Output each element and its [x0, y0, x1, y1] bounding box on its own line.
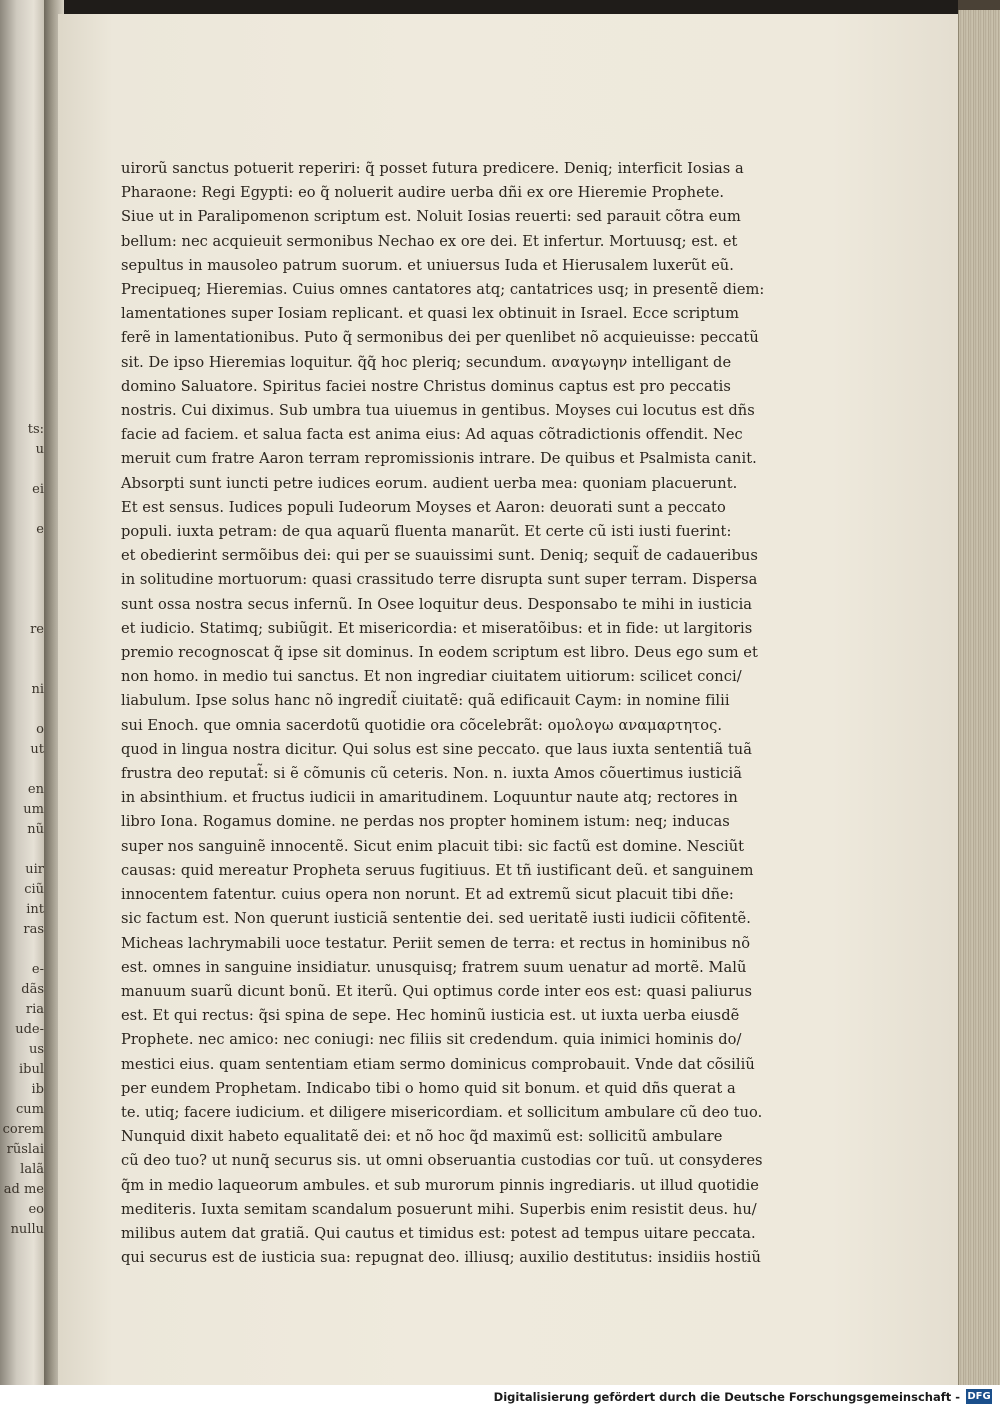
text-line: mediteris. Iuxta semitam scandalum posuerunt mihi. Superbis enim resistit deus. hu/ — [121, 1200, 757, 1218]
main-text-block — [121, 157, 765, 1270]
text-line: Pharaone: Regi Egypti: eo q̃ noluerit audire uerba dñi ex ore Hieremie Prophete. — [121, 184, 725, 202]
text-line: est. Et qui rectus: q̃si spina de sepe. Hec hominũ iusticia est. ut iuxta uerba eiusdẽ — [121, 1007, 740, 1025]
text-line: premio recognoscat q̃ ipse sit dominus. In eodem scriptum est libro. Deus ego sum et — [121, 644, 758, 662]
left-fragment — [0, 600, 44, 620]
left-page-edge — [0, 0, 48, 1385]
left-fragment: ni — [31, 682, 44, 697]
left-fragment: int — [26, 902, 44, 917]
left-fragment: ei — [32, 482, 44, 497]
left-fragment: lalã — [20, 1162, 44, 1177]
dfg-logo-icon: DFG — [967, 1391, 991, 1402]
text-line: qui securus est de iusticia sua: repugnat deo. illiusq; auxilio destitutus: insidiis hostiũ — [121, 1249, 761, 1267]
text-line: Absorpti sunt iuncti petre iudices eorum. audient uerba mea: quoniam placuerunt. — [121, 474, 738, 492]
text-line: milibus autem dat gratiã. Qui cautus et timidus est: potest ad tempus uitare peccata. — [121, 1224, 756, 1242]
left-fragment: o — [36, 722, 44, 737]
text-line: Siue ut in Paralipomenon scriptum est. Noluit Iosias reuerti: sed parauit cõtra eum — [121, 208, 741, 226]
left-fragment: ib — [31, 1082, 44, 1097]
left-fragment: re — [30, 622, 44, 637]
text-line: quod in lingua nostra dicitur. Qui solus est sine peccato. que laus iuxta sententiã tuã — [121, 740, 752, 758]
text-line: te. utiq; facere iudicium. et diligere misericordiam. et sollicitum ambulare cũ deo tuo. — [121, 1103, 763, 1121]
left-fragment: corem — [2, 1122, 44, 1137]
left-fragment: us — [28, 1042, 44, 1057]
left-fragment: nũ — [27, 822, 44, 837]
left-fragment: ts: — [27, 422, 44, 437]
text-line: bellum: nec acquieuit sermonibus Nechao ex ore dei. Et infertur. Mortuusq; est. et — [121, 232, 738, 250]
text-line: facie ad faciem. et salua facta est anima eius: Ad aquas cõtradictionis offendit. Nec — [121, 426, 743, 444]
text-line: et obedierint sermõibus dei: qui per se suauissimi sunt. Deniq; sequit̃ de cadaueribus — [121, 547, 758, 565]
left-page-text-fragments — [0, 420, 46, 1240]
text-line: non homo. in medio tui sanctus. Et non ingrediar ciuitatem uitiorum: scilicet conci/ — [121, 668, 742, 686]
text-line: libro Iona. Rogamus domine. ne perdas nos propter hominem istum: neq; inducas — [121, 813, 730, 831]
left-fragment — [0, 540, 44, 560]
left-fragment — [0, 760, 44, 780]
text-line: nostris. Cui diximus. Sub umbra tua uiuemus in gentibus. Moyses cui locutus est dñs — [121, 402, 755, 420]
text-line: Et est sensus. Iudices populi Iudeorum Moyses et Aaron: deuorati sunt a peccato — [121, 498, 726, 516]
left-fragment — [0, 640, 44, 660]
left-fragment: eo — [28, 1202, 44, 1217]
left-fragment: e — [36, 522, 44, 537]
text-line: Nunquid dixit habeto equalitatẽ dei: et nõ hoc q̃d maximũ est: sollicitũ ambulare — [121, 1128, 723, 1146]
text-line: cũ deo tuo? ut nunq̃ securus sis. ut omni obseruantia custodias cor tuũ. ut consyderes — [121, 1152, 763, 1170]
left-fragment: ciũ — [24, 882, 44, 897]
left-fragment — [0, 500, 44, 520]
left-fragment: e- — [31, 962, 44, 977]
left-fragment: ria — [25, 1002, 44, 1017]
left-fragment: u — [35, 442, 44, 457]
text-line: Prophete. nec amico: nec coniugi: nec filiis sit credendum. quia inimici hominis do/ — [121, 1031, 742, 1049]
text-line: ferẽ in lamentationibus. Puto q̃ sermonibus dei per quenlibet nõ acquieuisse: peccatũ — [121, 329, 759, 347]
text-line: sepultus in mausoleo patrum suorum. et uniuersus Iuda et Hierusalem luxerũt eũ. — [121, 256, 734, 274]
text-line: frustra deo reputat̃: si ẽ cõmunis cũ ceteris. Non. n. iuxta Amos cõuertimus iusticiã — [121, 765, 742, 783]
text-line: super nos sanguinẽ innocentẽ. Sicut enim placuit tibi: sic factũ est domine. Nesciũt — [121, 837, 745, 855]
left-fragment — [0, 700, 44, 720]
left-fragment — [0, 660, 44, 680]
text-line: manuum suarũ dicunt bonũ. Et iterũ. Qui optimus corde inter eos est: quasi paliurus — [121, 982, 753, 1000]
text-line: in solitudine mortuorum: quasi crassitudo terre disrupta sunt super terram. Dispersa — [121, 571, 758, 589]
text-line: est. omnes in sanguine insidiatur. unusquisq; fratrem suum uenatur ad mortẽ. Malũ — [121, 958, 747, 976]
text-line: Precipueq; Hieremias. Cuius omnes cantatores atq; cantatrices usq; in presentẽ diem: — [121, 281, 765, 299]
text-line: lamentationes super Iosiam replicant. et quasi lex obtinuit in Israel. Ecce scriptum — [121, 305, 739, 323]
text-line: et iudicio. Statimq; subiũgit. Et misericordia: et miseratõibus: et in fide: ut largitoris — [121, 619, 753, 637]
left-fragment: cum — [16, 1102, 44, 1117]
left-fragment — [0, 560, 44, 580]
left-fragment: nullu — [10, 1222, 44, 1237]
left-fragment — [0, 940, 44, 960]
text-line: sui Enoch. que omnia sacerdotũ quotidie ora cõcelebrãt: ομολογω αναμαρτητος. — [121, 716, 723, 734]
left-fragment — [0, 460, 44, 480]
left-fragment: ad me — [3, 1182, 44, 1197]
left-fragment — [0, 580, 44, 600]
text-line: sit. De ipso Hieremias loquitur. q̃q̃ hoc pleriq; secundum. αναγωγην intelligant de — [121, 353, 732, 371]
left-fragment: dãs — [21, 982, 44, 997]
text-line: sic factum est. Non querunt iusticiã sententie dei. sed ueritatẽ iusti iudicii cõfitentẽ. — [121, 910, 751, 928]
page-fore-edge — [958, 10, 1000, 1385]
left-fragment: ras — [23, 922, 44, 937]
left-fragment: um — [23, 802, 44, 817]
text-line: uirorũ sanctus potuerit reperiri: q̃ posset futura predicere. Deniq; interficit Iosias a — [121, 160, 744, 177]
left-fragment: rũslai — [6, 1142, 44, 1157]
left-fragment: ut — [30, 742, 44, 757]
text-line: in absinthium. et fructus iudicii in amaritudinem. Loquuntur naute atq; rectores in — [121, 789, 738, 807]
left-fragment: en — [27, 782, 44, 797]
funding-credit: Digitalisierung gefördert durch die Deutsche Forschungsgemeinschaft - — [493, 1390, 960, 1404]
left-fragment: ude- — [15, 1022, 44, 1037]
text-line: causas: quid mereatur Propheta seruus fugitiuus. Et tñ iustificant deũ. et sanguinem — [121, 861, 754, 879]
text-line: Micheas lachrymabili uoce testatur. Periit semen de terra: et rectus in hominibus nõ — [121, 934, 751, 952]
text-line: per eundem Prophetam. Indicabo tibi o homo quid sit bonum. et quid dñs querat a — [121, 1079, 736, 1097]
text-line: meruit cum fratre Aaron terram repromissionis intrare. De quibus et Psalmista canit. — [121, 450, 757, 468]
text-line: innocentem fatentur. cuius opera non norunt. Et ad extremũ sicut placuit tibi dñe: — [121, 886, 734, 904]
text-line: liabulum. Ipse solus hanc nõ ingredit̃ ciuitatẽ: quã edificauit Caym: in nomine filii — [121, 692, 730, 710]
left-fragment: uir — [25, 862, 44, 877]
text-line: sunt ossa nostra secus infernũ. In Osee loquitur deus. Desponsabo te mihi in iusticia — [121, 595, 753, 613]
footer-bar — [0, 1385, 1000, 1409]
text-line: q̃m in medio laqueorum ambules. et sub murorum pinnis ingrediaris. ut illud quotidie — [121, 1176, 759, 1194]
left-fragment — [0, 840, 44, 860]
text-line: populi. iuxta petram: de qua aquarũ fluenta manarũt. Et certe cũ isti iusti fuerint: — [121, 523, 732, 541]
left-fragment: ibul — [18, 1062, 44, 1077]
text-line: domino Saluatore. Spiritus faciei nostre Christus dominus captus est pro peccatis — [121, 377, 731, 395]
text-line: mestici eius. quam sententiam etiam sermo dominicus comprobauit. Vnde dat cõsiliũ — [121, 1055, 755, 1073]
